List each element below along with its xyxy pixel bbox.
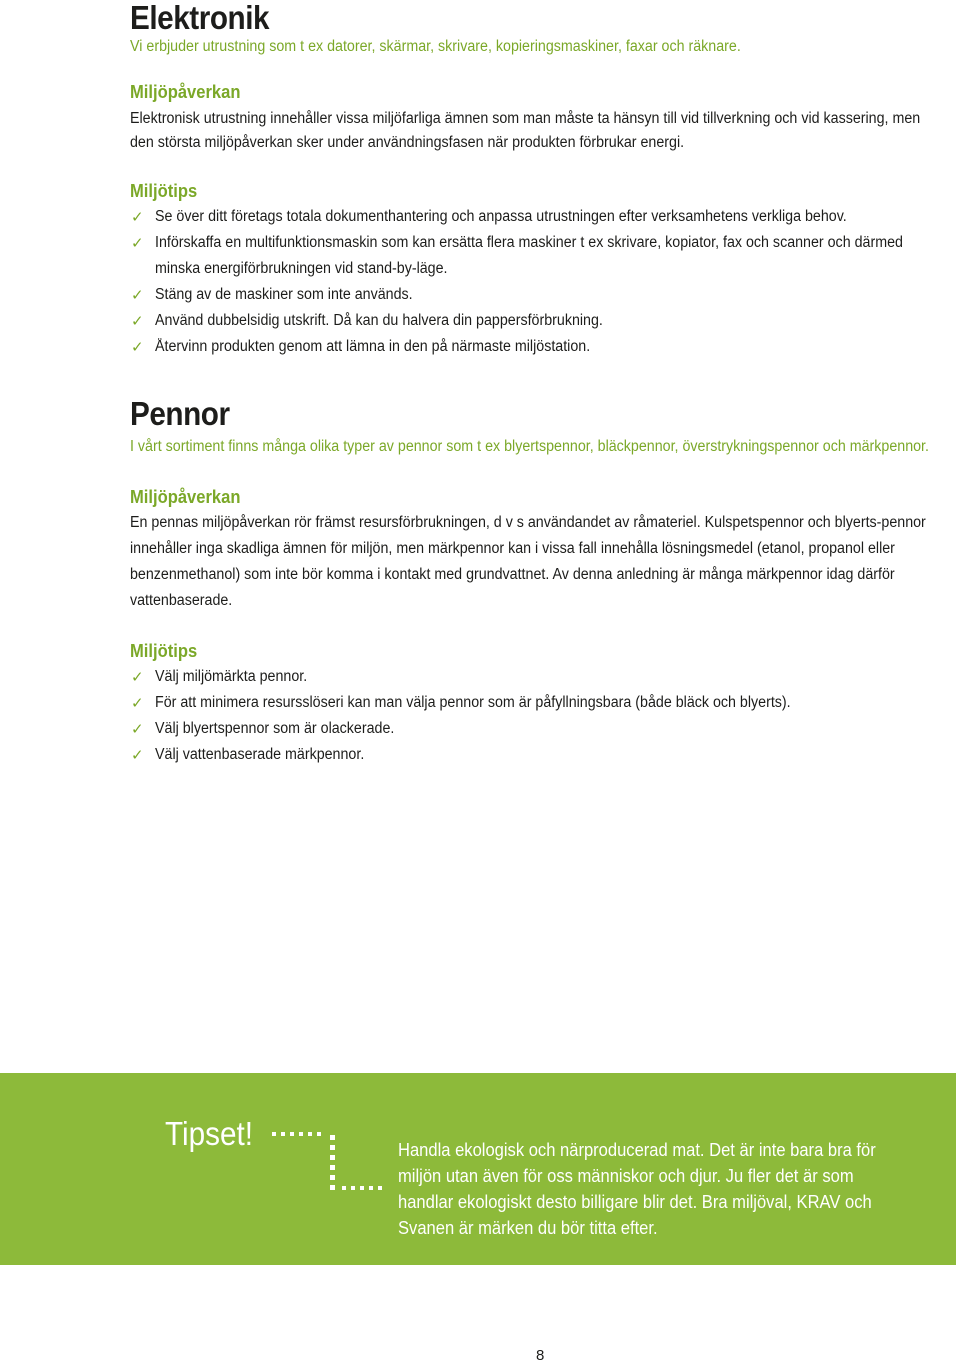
dotted-connector-icon bbox=[270, 1127, 390, 1197]
tip-text: Återvinn produkten genom att lämna in den på närmaste miljöstation. bbox=[155, 338, 591, 355]
section-lead: I vårt sortiment finns många olika typer av pennor som t ex blyertspennor, bläckpennor, överstrykningspennor och märkpennor. bbox=[130, 438, 929, 455]
list-item bbox=[130, 308, 960, 334]
check-icon: ✓ bbox=[131, 286, 144, 304]
impact-block bbox=[130, 484, 960, 614]
check-icon: ✓ bbox=[131, 312, 144, 330]
impact-heading: Miljöpåverkan bbox=[130, 487, 241, 507]
list-item bbox=[130, 664, 960, 690]
tip-text: Se över ditt företags totala dokumenthantering och anpassa utrustningen efter verksamhetens verkliga behov. bbox=[155, 208, 847, 225]
list-item bbox=[130, 742, 960, 768]
banner-text: Handla ekologisk och närproducerad mat. Det är inte bara bra för miljön utan även för oss människor och djur. Ju fler det är som handlar ekologiskt desto billigare blir det. Bra miljöval, KRAV och Svanen är märken du bör titta efter. bbox=[398, 1140, 876, 1238]
check-icon: ✓ bbox=[131, 720, 144, 738]
impact-text: Elektronisk utrustning innehåller vissa miljöfarliga ämnen som man måste ta hänsyn till vid tillverkning och vid kassering, men den största miljöpåverkan sker under användningsfasen när produkten förbrukar energi. bbox=[130, 110, 921, 151]
tip-text: För att minimera resursslöseri kan man välja pennor som är påfyllningsbara (både bläck och blyerts). bbox=[155, 694, 791, 711]
tips-block bbox=[130, 638, 960, 768]
tips-list bbox=[130, 664, 960, 768]
list-item bbox=[130, 282, 960, 308]
tips-heading: Miljötips bbox=[130, 641, 198, 661]
check-icon: ✓ bbox=[131, 338, 144, 356]
impact-block bbox=[130, 79, 960, 155]
list-item bbox=[130, 230, 960, 282]
tip-text: Välj vattenbaserade märkpennor. bbox=[155, 746, 365, 763]
tips-list bbox=[130, 204, 960, 360]
section-pennor bbox=[130, 395, 929, 455]
check-icon: ✓ bbox=[131, 746, 144, 764]
impact-heading: Miljöpåverkan bbox=[130, 82, 241, 102]
list-item bbox=[130, 716, 960, 742]
tips-block bbox=[130, 178, 960, 360]
check-icon: ✓ bbox=[131, 668, 144, 686]
tip-text: Välj blyertspennor som är olackerade. bbox=[155, 720, 395, 737]
check-icon: ✓ bbox=[131, 208, 144, 226]
section-lead: Vi erbjuder utrustning som t ex datorer, skärmar, skrivare, kopieringsmaskiner, faxar och räknare. bbox=[130, 38, 741, 55]
section-title: Elektronik bbox=[130, 0, 270, 36]
tips-heading: Miljötips bbox=[130, 181, 198, 201]
tip-text: Införskaffa en multifunktionsmaskin som kan ersätta flera maskiner t ex skrivare, kopiator, fax och scanner och därmed minska energiförbrukningen vid stand-by-läge. bbox=[155, 234, 903, 277]
list-item bbox=[130, 204, 960, 230]
impact-text: En pennas miljöpåverkan rör främst resursförbrukningen, d v s användandet av råmateriel. Kulspetspennor och blyerts-pennor innehåller inga skadliga ämnen för miljön, men märkpennor kan i vissa fall innehålla lösningsmedel (etanol, propanol eller benzenmethanol) som inte bör komma i kontakt med grundvattnet. Av denna anledning är många märkpennor idag därför vattenbaserade. bbox=[130, 514, 926, 609]
check-icon: ✓ bbox=[131, 694, 144, 712]
page-number: 8 bbox=[536, 1347, 545, 1364]
banner-title: Tipset! bbox=[165, 1115, 254, 1152]
check-icon: ✓ bbox=[131, 234, 144, 252]
section-title: Pennor bbox=[130, 395, 230, 432]
section-elektronik bbox=[130, 0, 741, 55]
list-item bbox=[130, 334, 960, 360]
tip-text: Välj miljömärkta pennor. bbox=[155, 668, 308, 685]
list-item bbox=[130, 690, 960, 716]
tip-text: Använd dubbelsidig utskrift. Då kan du halvera din pappersförbrukning. bbox=[155, 312, 603, 329]
tip-text: Stäng av de maskiner som inte används. bbox=[155, 286, 413, 303]
